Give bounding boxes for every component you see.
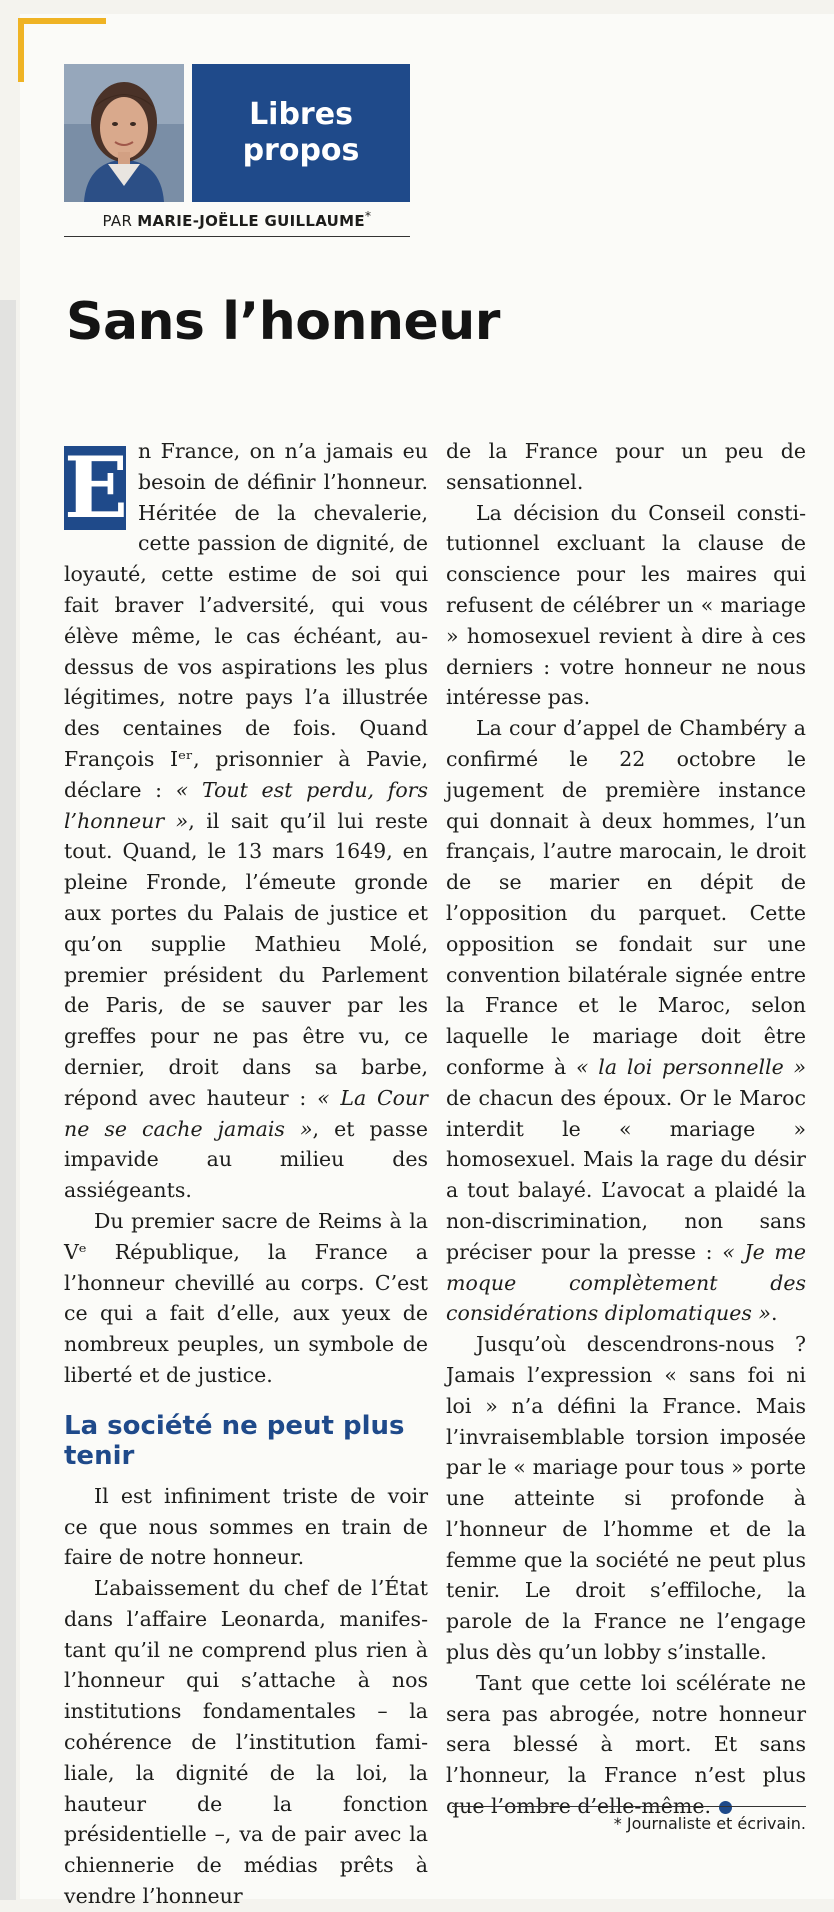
paragraph: Du premier sacre de Reims à la Vᵉ République, la France a l’honneur chevillé au corps. C’est ce qui a fait d’elle, aux yeux de nombreux peuples, un symbole de liberté et de justice. [64,1208,428,1387]
drop-cap: E [64,438,129,537]
footnote: * Journaliste et écrivain. [613,1814,806,1833]
quote: « La Cour ne se cache jamais » [64,1085,428,1141]
author-name: MARIE-JOËLLE GUILLAUME [137,212,365,230]
subheading: La société ne peut plus tenir [64,1410,405,1471]
paragraph-text: , il sait qu’il lui reste tout. Quand, le 13 mars 1649, en pleine Fronde, l’émeute gronde aux portes du Palais de justice et qu’on supplie Mathieu Molé, premier président du Parlement de Paris, de se sauver par les greffes pour ne pas être vu, ce dernier, droit dans sa barbe, répond avec hauteur : [64,808,429,1110]
column-header [64,64,410,202]
quote: « Tout est perdu, fors l’honneur » [64,777,428,833]
paragraph-text: n France, on n’a jamais eu besoin de définir l’honneur. Héritée de la chevalerie, cette passion de dignité, de loyauté, cette estime de soi qui fait braver l’adversité, qui vous élève même, le cas échéant, audessus de vos aspirations les plus légitimes, notre pays l’a illustrée des centaines de fois. Quand François Iᵉʳ, prisonnier à Pavie, déclare : [64,439,428,802]
paragraph-text: . [770,1301,778,1326]
paragraph [446,1668,806,1822]
byline [64,208,410,237]
end-mark-dot-icon [719,1801,732,1814]
libres-propos-badge [192,64,410,202]
paragraph: La décision du Conseil constitutionnel excluant la clause de conscience pour les maires qui refusent de célébrer un « mariage » homosexuel revient à dire à ces derniers : votre honneur ne nous intéresse pas. [446,500,806,710]
paragraph: L’abaissement du chef de l’État dans l’affaire Leonarda, manifestant qu’il ne comprend plus rien à l’honneur qui s’attache à nos institutions fondamentales – la cohérence de l’institution familiale, la dignité de la loi, la hauteur de la fonction présidentielle –, va de pair avec la chiennerie de médias prêts à vendre l’honneur [64,1576,428,1909]
paragraph-text: , et passe impavide au milieu des assiégeants. [64,1116,428,1203]
quote: « la loi personnelle » [576,1054,806,1079]
paragraph-text: Tant que cette loi scélérate ne sera pas abrogée, notre honneur sera blessé à mort. Et sans l’honneur, la France n’est plus que l’ombre d’elle-même. [446,1670,806,1819]
quote: « Je me moque complètement des considérations diplomatiques » [446,1239,806,1326]
paragraph: Il est infiniment triste de voir ce que nous sommes en train de faire de notre honneur. [64,1483,428,1570]
paragraph: de la France pour un peu de sensationnel. [446,439,806,494]
article-title: Sans l’honneur [66,292,500,352]
paragraph: Jusqu’où descendrons-nous ? Jamais l’expression « sans foi ni loi » n’a défini la France. Mais l’invraisemblable torsion imposée par le « mariage pour tous » porte une atteinte si profonde à l’honneur de l’homme et de la femme que la société ne peut plus tenir. Le droit s’effiloche, la parole de la France ne l’engage plus dès qu’un lobby s’installe. [446,1332,806,1665]
article-column-2 [446,436,806,1822]
author-footnote-mark: * [364,208,372,223]
page-edge [0,300,16,1900]
paragraph-text: La cour d’appel de Chambéry a confirmé le 22 octobre le jugement de première instance qui donnait à deux hommes, l’un français, l’autre marocain, le droit de se marier en dépit de l’opposition du parquet. Cette opposition se fondait sur une convention bilatérale signée entre la France et le Maroc, selon laquelle le mariage doit être conforme à [446,716,806,1079]
paragraph [446,713,806,1329]
badge-line-2: propos [242,133,360,168]
article-column-1 [64,436,428,1912]
paragraph-text: de chacun des époux. Or le Maroc interdit le « mariage » homosexuel. Mais la rage du désir a tout balayé. L’avocat a plaidé la non-discrimination, non sans préciser pour la presse : [446,1085,806,1264]
badge-line-1: Libres [249,97,353,132]
author-photo [64,64,184,202]
byline-prefix: PAR [102,212,133,230]
paragraph [64,436,428,1206]
footnote-rule [452,1806,806,1807]
